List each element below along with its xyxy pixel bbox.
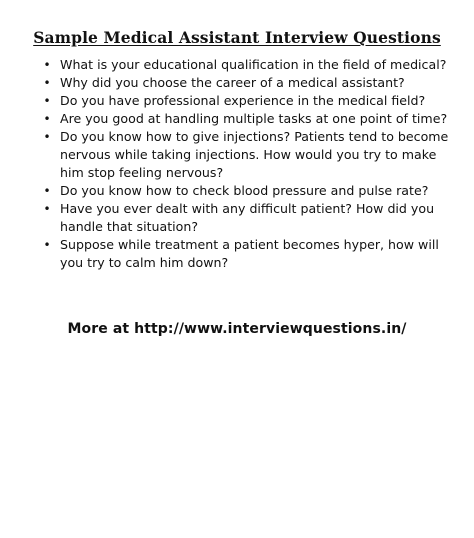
question-text: What is your educational qualification in the field of medical? (60, 57, 447, 72)
page-title: Sample Medical Assistant Interview Questions (33, 28, 441, 47)
question-item (42, 128, 452, 182)
question-item (42, 74, 452, 92)
bullet-icon: • (43, 184, 51, 198)
question-item (42, 236, 452, 272)
question-text: Do you know how to check blood pressure and pulse rate? (60, 183, 429, 198)
question-text: Are you good at handling multiple tasks at one point of time? (60, 111, 448, 126)
question-text: Why did you choose the career of a medical assistant? (60, 75, 405, 90)
bullet-icon: • (43, 76, 51, 90)
question-item (42, 92, 452, 110)
question-item (42, 200, 452, 236)
bullet-icon: • (43, 238, 51, 252)
question-item (42, 110, 452, 128)
question-text: Do you know how to give injections? Patients tend to become nervous while taking injections. How would you try to make him stop feeling nervous? (60, 129, 449, 180)
question-list (42, 56, 452, 272)
question-text: Do you have professional experience in the medical field? (60, 93, 426, 108)
footer-link-text: More at http://www.interviewquestions.in/ (67, 321, 407, 337)
bullet-icon: • (43, 112, 51, 126)
bullet-icon: • (43, 130, 51, 144)
question-item (42, 56, 452, 74)
question-text: Have you ever dealt with any difficult patient? How did you handle that situation? (60, 201, 435, 234)
bullet-icon: • (43, 202, 51, 216)
bullet-icon: • (43, 94, 51, 108)
bullet-icon: • (43, 58, 51, 72)
question-text: Suppose while treatment a patient becomes hyper, how will you try to calm him down? (60, 237, 439, 270)
question-item (42, 182, 452, 200)
